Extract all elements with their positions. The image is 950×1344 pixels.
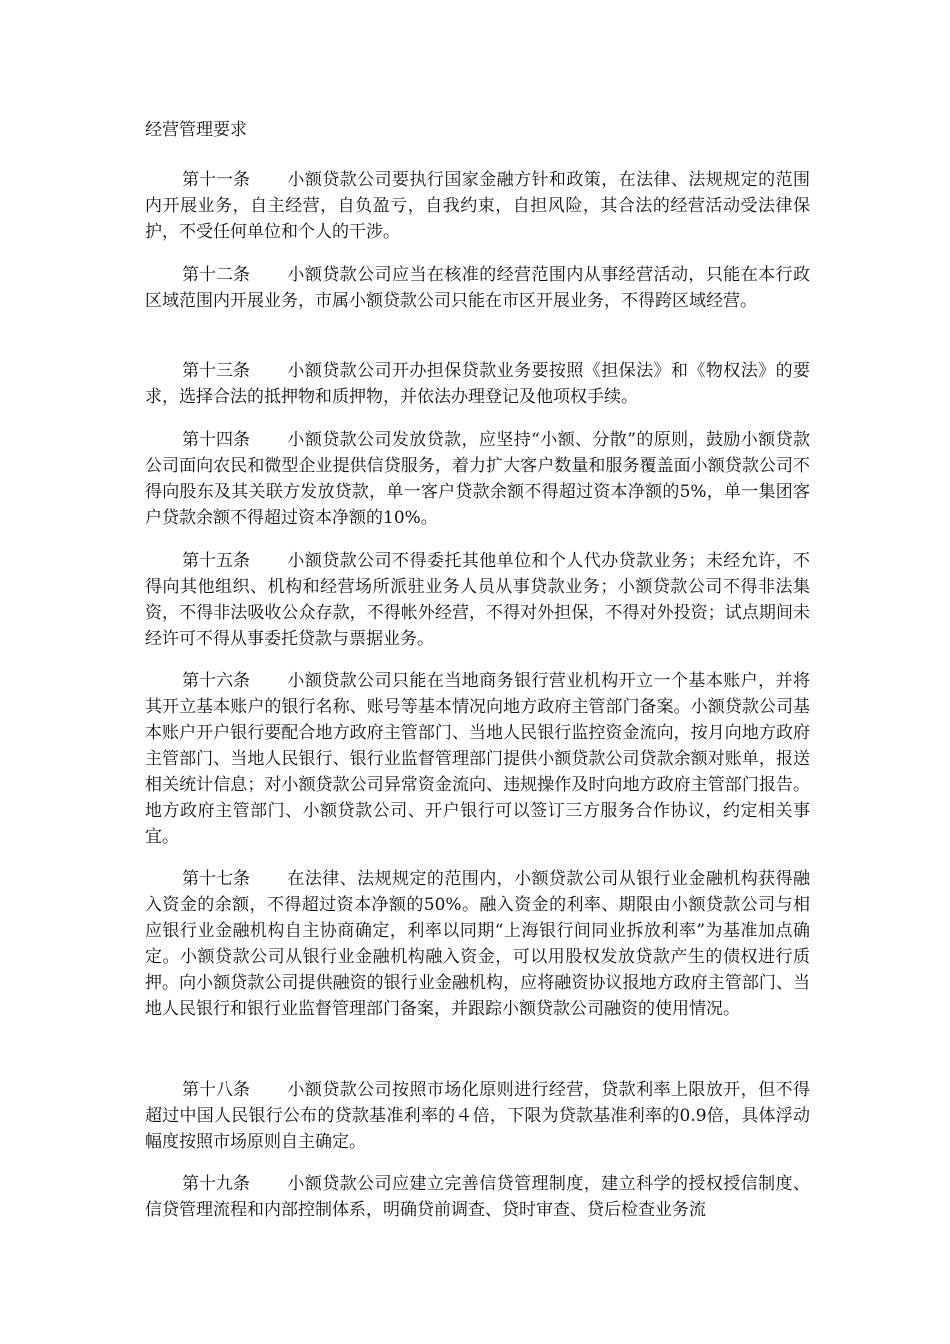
article-18 [145,1077,810,1155]
article-text: 小额贷款公司应建立完善信贷管理制度，建立科学的授权授信制度、信贷管理流程和内部控制体系，明确贷前调查、贷时审查、贷后检查业务流 [145,1174,810,1220]
article-number: 第十九条 [182,1174,250,1194]
article-text: 小额贷款公司应当在核准的经营范围内从事经营活动，只能在本行政区域范围内开展业务，市属小额贷款公司只能在市区开展业务，不得跨区域经营。 [145,265,810,311]
article-text: 在法律、法规规定的范围内，小额贷款公司从银行业金融机构获得融入资金的余额，不得超过资本净额的50%。融入资金的利率、期限由小额贷款公司与相应银行业金融机构自主协商确定，利率以同期“上海银行间同业拆放利率”为基准加点确定。小额贷款公司从银行业金融机构融入资金，可以用股权发放贷款产生的债权进行质押。向小额贷款公司提供融资的银行业金融机构，应将融资协议报地方政府主管部门、当地人民银行和银行业监督管理部门备案，并跟踪小额贷款公司融资的使用情况。 [145,869,810,1019]
article-11 [145,167,810,245]
article-text: 小额贷款公司只能在当地商务银行营业机构开立一个基本账户，并将其开立基本账户的银行名称、账号等基本情况向地方政府主管部门备案。小额贷款公司基本账户开户银行要配合地方政府主管部门、当地人民银行监控资金流向，按月向地方政府主管部门、当地人民银行、银行业监督管理部门提供小额贷款公司贷款余额对账单，报送相关统计信息；对小额贷款公司异常资金流向、违规操作及时向地方政府主管部门报告。地方政府主管部门、小额贷款公司、开户银行可以签订三方服务合作协议，约定相关事宜。 [145,671,810,847]
article-number: 第十五条 [182,551,250,571]
article-text: 小额贷款公司按照市场化原则进行经营，贷款利率上限放开，但不得超过中国人民银行公布的贷款基准利率的４倍，下限为贷款基准利率的0.9倍，具体浮动幅度按照市场原则自主确定。 [145,1080,810,1152]
article-number: 第十四条 [182,430,250,450]
article-text: 小额贷款公司开办担保贷款业务要按照《担保法》和《物权法》的要求，选择合法的抵押物和质押物，并依法办理登记及他项权手续。 [145,361,810,407]
article-15 [145,548,810,652]
article-text: 小额贷款公司不得委托其他单位和个人代办贷款业务；未经允许，不得向其他组织、机构和经营场所派驻业务人员从事贷款业务；小额贷款公司不得非法集资，不得非法吸收公众存款，不得帐外经营，不得对外担保，不得对外投资；试点期间未经许可不得从事委托贷款与票据业务。 [145,551,810,649]
article-16 [145,668,810,850]
article-number: 第十七条 [182,869,250,889]
article-number: 第十一条 [182,170,250,190]
article-17 [145,866,810,1022]
article-13 [145,358,810,410]
article-number: 第十三条 [182,361,250,381]
article-text: 小额贷款公司要执行国家金融方针和政策，在法律、法规规定的范围内开展业务，自主经营，自负盈亏，自我约束，自担风险，其合法的经营活动受法律保护，不受任何单位和个人的干涉。 [145,170,810,242]
article-14 [145,427,810,531]
section-heading: 经营管理要求 [145,120,247,140]
article-12 [145,262,810,314]
article-number: 第十六条 [182,671,250,691]
article-19 [145,1171,810,1223]
article-number: 第十八条 [182,1080,250,1100]
article-number: 第十二条 [182,265,250,285]
article-text: 小额贷款公司发放贷款，应坚持“小额、分散”的原则，鼓励小额贷款公司面向农民和微型企业提供信贷服务，着力扩大客户数量和服务覆盖面小额贷款公司不得向股东及其关联方发放贷款，单一客户贷款余额不得超过资本净额的5%，单一集团客户贷款余额不得超过资本净额的10%。 [145,430,810,528]
